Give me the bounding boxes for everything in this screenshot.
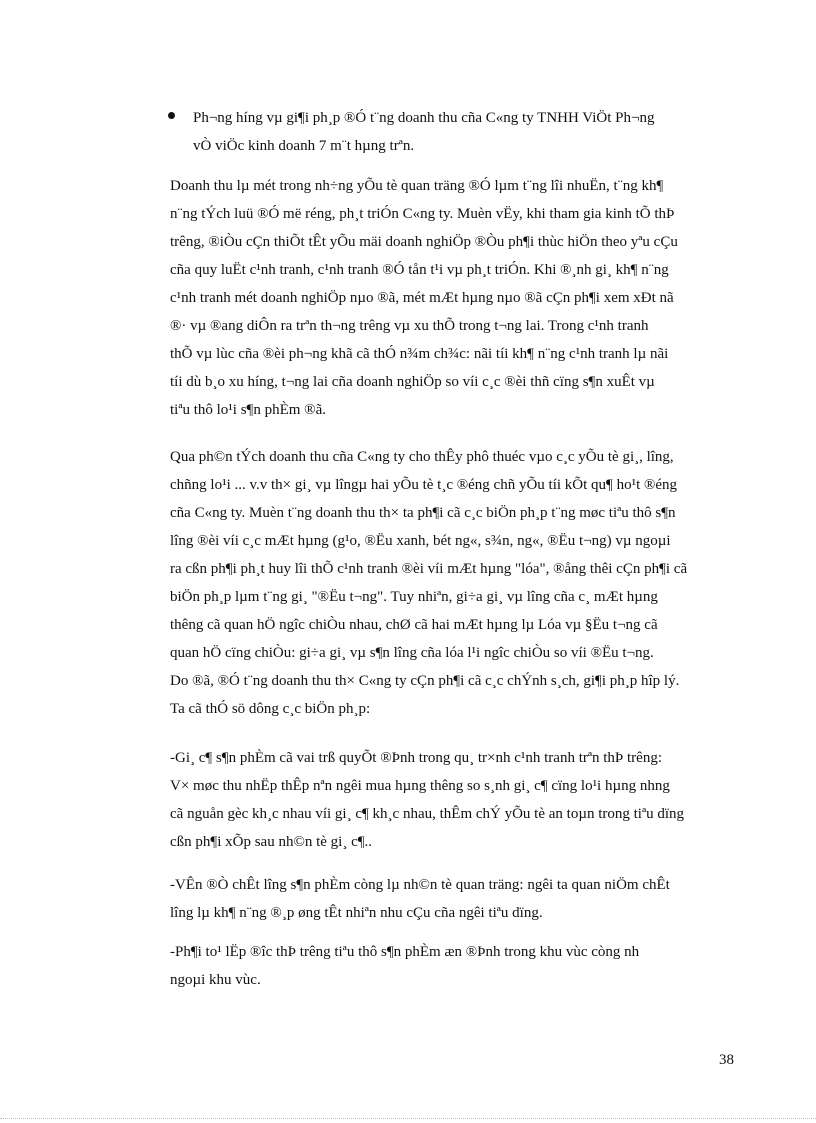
text-line: thêng cã quan hÖ ngîc chiÒu nhau, chØ cã hai mÆt hµng lµ Lóa vµ §Ëu t¬ng cã — [170, 617, 658, 633]
text-line: ngoµi khu vùc. — [170, 972, 261, 988]
page-bottom-divider — [0, 1118, 816, 1119]
text-line: c¹nh tranh mét doanh nghiÖp nµo ®ã, mét mÆt hµng nµo ®ã cÇn ph¶i xem xÐt nã — [170, 290, 674, 306]
text-line: Ta cã thÓ sö dông c¸c biÖn ph¸p: — [170, 701, 371, 717]
text-line: thÕ vµ lùc cña ®èi ph¬ng khã cã thÓ n¾m ch¾c: nãi tíi kh¶ n¨ng c¹nh tranh lµ nãi — [170, 346, 669, 362]
text-line: tíi dù b¸o xu híng, t¬ng lai cña doanh nghiÖp so víi c¸c ®èi thñ cïng s¶n xuÊt vµ — [170, 374, 655, 390]
text-line: ®· vµ ®ang diÔn ra trªn th¬ng trêng vµ xu thÕ trong t¬ng lai. Trong c¹nh tranh — [170, 318, 649, 334]
paragraph-3 — [170, 744, 725, 856]
text-line: -Ph¶i to¹ lËp ®îc thÞ trêng tiªu thô s¶n phÈm æn ®Þnh trong khu vùc còng nh — [170, 944, 640, 960]
text-line: cßn ph¶i xÕp sau nh©n tè gi¸ c¶.. — [170, 834, 373, 850]
text-line: n¨ng tÝch luü ®Ó më réng, ph¸t triÓn C«ng ty. Muèn vËy, khi tham gia kinh tÕ thÞ — [170, 206, 675, 222]
text-line: -VÊn ®Ò chÊt lîng s¶n phÈm còng lµ nh©n tè quan träng: ngêi ta quan niÖm chÊt — [170, 877, 670, 893]
text-line: lîng ®èi víi c¸c mÆt hµng (g¹o, ®Ëu xanh, bét ng«, s¾n, ng«, ®Ëu t¬ng) vµ ngoµi — [170, 533, 671, 549]
paragraph-2 — [170, 443, 725, 723]
text-line: cña quy luËt c¹nh tranh, c¹nh tranh ®Ó tån t¹i vµ ph¸t triÓn. Khi ®¸nh gi¸ kh¶ n¨ng — [170, 262, 669, 278]
text-line: cã nguån gèc kh¸c nhau víi gi¸ c¶ kh¸c nhau, thÊm chÝ yÕu tè an toµn trong tiªu dïng — [170, 806, 685, 822]
text-line: quan hÖ cïng chiÒu: gi÷a gi¸ vµ s¶n lîng cña lóa l¹i ngîc chiÒu so víi ®Ëu t¬ng. — [170, 645, 654, 661]
text-line: Ph¬ng híng vµ gi¶i ph¸p ®Ó t¨ng doanh thu cña C«ng ty TNHH ViÖt Ph¬ng — [193, 110, 655, 126]
text-line: Doanh thu lµ mét trong nh÷ng yÕu tè quan träng ®Ó lµm t¨ng lîi nhuËn, t¨ng kh¶ — [170, 178, 664, 194]
text-line: vÒ viÖc kinh doanh 7 m¨t hµng trªn. — [193, 138, 415, 154]
paragraph-1 — [170, 172, 725, 424]
paragraph-4 — [170, 871, 725, 927]
text-line: V× møc thu nhËp thÊp nªn ngêi mua hµng thêng so s¸nh gi¸ c¶ cïng lo¹i hµng nhng — [170, 778, 670, 794]
paragraph-5 — [170, 938, 725, 994]
text-line: ra cßn ph¶i ph¸t huy lîi thÕ c¹nh tranh ®èi víi mÆt hµng "lóa", ®ång thêi cÇn ph¶i cã — [170, 561, 688, 577]
text-line: chñng lo¹i ... v.v th× gi¸ vµ lîngµ hai yÕu tè t¸c ®éng chñ yÕu tíi kÕt qu¶ ho¹t ®éng — [170, 477, 678, 493]
page-number: 38 — [719, 1052, 734, 1068]
text-line: Do ®ã, ®Ó t¨ng doanh thu th× C«ng ty cÇn ph¶i cã c¸c chÝnh s¸ch, gi¶i ph¸p hîp lý. — [170, 673, 680, 689]
text-line: lîng lµ kh¶ n¨ng ®¸p øng tÊt nhiªn nhu cÇu cña ngêi tiªu dïng. — [170, 905, 543, 921]
text-line: trêng, ®iÒu cÇn thiÕt tÊt yÕu mäi doanh nghiÖp ®Òu ph¶i thùc hiÖn theo yªu cÇu — [170, 234, 678, 250]
text-line: -Gi¸ c¶ s¶n phÈm cã vai trß quyÕt ®Þnh trong qu¸ tr×nh c¹nh tranh trªn thÞ trêng: — [170, 750, 663, 766]
text-line: biÖn ph¸p lµm t¨ng gi¸ "®Ëu t¬ng". Tuy nhiªn, gi÷a gi¸ vµ lîng cña c¸ mÆt hµng — [170, 589, 658, 605]
bullet-text — [193, 104, 723, 160]
text-line: tiªu thô lo¹i s¶n phÈm ®ã. — [170, 402, 326, 418]
bullet-dot-icon — [168, 112, 175, 119]
text-line: cña C«ng ty. Muèn t¨ng doanh thu th× ta ph¶i cã c¸c biÖn ph¸p t¨ng møc tiªu thô s¶n — [170, 505, 676, 521]
text-line: Qua ph©n tÝch doanh thu cña C«ng ty cho thÊy phô thuéc vµo c¸c yÕu tè gi¸, lîng, — [170, 449, 674, 465]
